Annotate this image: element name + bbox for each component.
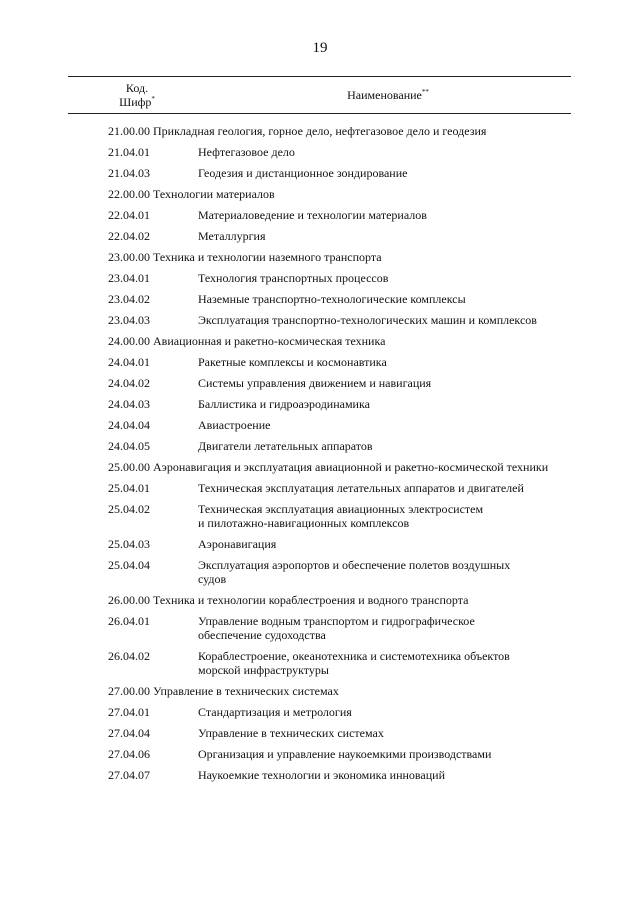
list-item [108, 498, 568, 533]
item-name-line: Баллистика и гидроаэродинамика [198, 396, 370, 411]
header-code-label: Шифр [119, 95, 152, 109]
item-name-line: Двигатели летательных аппаратов [198, 438, 373, 453]
item-name-line: обеспечение судоходства [198, 627, 326, 642]
item-code: 27.04.01 [108, 704, 150, 719]
list-item [108, 414, 568, 435]
item-name [198, 292, 566, 306]
item-name-line: Авиастроение [198, 417, 271, 432]
item-name [198, 747, 566, 761]
list-item [108, 533, 568, 554]
list-item [108, 477, 568, 498]
list-item [108, 764, 568, 785]
list-item [108, 645, 568, 680]
item-name-line: Металлургия [198, 228, 266, 243]
header-code-line1: Код. [125, 81, 149, 95]
list-item [108, 743, 568, 764]
item-code: 21.04.01 [108, 144, 150, 159]
item-name [198, 229, 566, 243]
list-item [108, 267, 568, 288]
header-name-footnote-mark: ** [421, 88, 429, 96]
item-code: 25.04.04 [108, 557, 150, 572]
item-name [198, 768, 566, 782]
group-heading: 25.00.00 Аэронавигация и эксплуатация авиационной и ракетно-космической техники [108, 459, 549, 474]
list-item [108, 204, 568, 225]
item-name [198, 726, 566, 740]
item-name-line: Управление в технических системах [198, 725, 384, 740]
page-number: 19 [312, 40, 328, 56]
list-item [108, 701, 568, 722]
table-header [68, 76, 571, 114]
list-item [108, 141, 568, 162]
item-code: 26.04.01 [108, 613, 150, 628]
list-item [108, 393, 568, 414]
list-item [108, 722, 568, 743]
header-name-column [258, 88, 518, 103]
item-name [198, 705, 566, 719]
list-item [108, 288, 568, 309]
group-heading: 23.00.00 Техника и технологии наземного транспорта [108, 249, 382, 264]
item-name-line: Наземные транспортно-технологические комплексы [198, 291, 466, 306]
item-name [198, 537, 566, 551]
item-code: 22.04.02 [108, 228, 150, 243]
list-item [108, 435, 568, 456]
item-code: 23.04.02 [108, 291, 150, 306]
item-name-line: Геодезия и дистанционное зондирование [198, 165, 408, 180]
item-name [198, 614, 566, 642]
item-name [198, 355, 566, 369]
item-name-line: Кораблестроение, океанотехника и системотехника объектов [198, 648, 510, 663]
list-item [108, 554, 568, 589]
item-code: 24.04.02 [108, 375, 150, 390]
item-name-line: Эксплуатация аэропортов и обеспечение полетов воздушных [198, 557, 511, 572]
list-item [108, 372, 568, 393]
header-code-column [102, 81, 172, 109]
item-name-line: Стандартизация и метрология [198, 704, 352, 719]
item-code: 23.04.01 [108, 270, 150, 285]
item-code: 24.04.01 [108, 354, 150, 369]
item-name [198, 439, 566, 453]
item-name [198, 558, 566, 586]
item-name-line: судов [198, 571, 227, 586]
item-name-line: Ракетные комплексы и космонавтика [198, 354, 387, 369]
group-heading: 27.00.00 Управление в технических системах [108, 683, 339, 698]
item-code: 25.04.03 [108, 536, 150, 551]
item-code: 25.04.01 [108, 480, 150, 495]
item-code: 21.04.03 [108, 165, 150, 180]
item-name-line: Организация и управление наукоемкими производствами [198, 746, 492, 761]
item-name-line: Эксплуатация транспортно-технологических машин и комплексов [198, 312, 537, 327]
item-code: 26.04.02 [108, 648, 150, 663]
item-name-line: Наукоемкие технологии и экономика инноваций [198, 767, 446, 782]
item-name [198, 166, 566, 180]
group-heading: 24.00.00 Авиационная и ракетно-космическая техника [108, 333, 386, 348]
group-heading: 26.00.00 Техника и технологии кораблестроения и водного транспорта [108, 592, 469, 607]
item-name-line: Технология транспортных процессов [198, 270, 389, 285]
item-name-line: Нефтегазовое дело [198, 144, 295, 159]
item-name [198, 418, 566, 432]
item-name [198, 208, 566, 222]
header-name-label: Наименование [347, 88, 422, 102]
item-name [198, 271, 566, 285]
item-name [198, 376, 566, 390]
item-name-line: Техническая эксплуатация авиационных электросистем [198, 501, 484, 516]
item-code: 24.04.04 [108, 417, 150, 432]
specialty-list [0, 120, 640, 785]
item-name-line: Материаловедение и технологии материалов [198, 207, 427, 222]
item-name-line: Системы управления движением и навигация [198, 375, 432, 390]
item-code: 25.04.02 [108, 501, 150, 516]
list-item [108, 225, 568, 246]
list-item [108, 351, 568, 372]
item-name [198, 145, 566, 159]
item-code: 24.04.05 [108, 438, 150, 453]
list-item [108, 309, 568, 330]
item-code: 22.04.01 [108, 207, 150, 222]
group-heading: 22.00.00 Технологии материалов [108, 186, 275, 201]
list-item [108, 162, 568, 183]
list-item [108, 610, 568, 645]
item-code: 27.04.06 [108, 746, 150, 761]
item-code: 27.04.07 [108, 767, 150, 782]
item-code: 24.04.03 [108, 396, 150, 411]
item-name-line: Управление водным транспортом и гидрографическое [198, 613, 475, 628]
item-name [198, 649, 566, 677]
item-name [198, 481, 566, 495]
item-name-line: морской инфраструктуры [198, 662, 329, 677]
item-name [198, 502, 566, 530]
item-name [198, 397, 566, 411]
item-name-line: Аэронавигация [198, 536, 277, 551]
header-code-line2 [102, 95, 172, 109]
item-name-line: и пилотажно-навигационных комплексов [198, 515, 410, 530]
item-name-line: Техническая эксплуатация летательных аппаратов и двигателей [198, 480, 524, 495]
item-code: 27.04.04 [108, 725, 150, 740]
item-name [198, 313, 566, 327]
group-heading: 21.00.00 Прикладная геология, горное дело, нефтегазовое дело и геодезия [108, 123, 487, 138]
header-code-footnote-mark: * [151, 95, 155, 103]
item-code: 23.04.03 [108, 312, 150, 327]
